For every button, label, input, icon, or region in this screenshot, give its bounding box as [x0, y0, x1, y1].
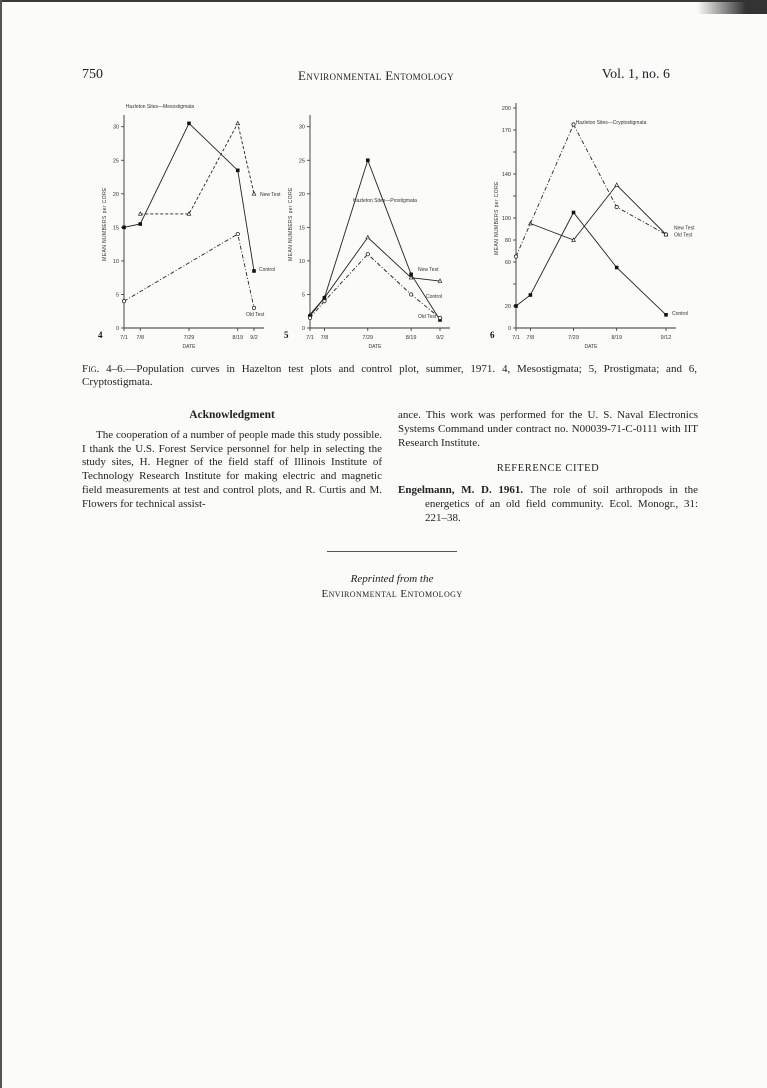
- y-tick-label: 30: [112, 124, 119, 131]
- figure-caption-text: 4–6.—Population curves in Hazelton test plots and control plot, summer, 1971. 4, Mesostigmata; 5, Prostigmata; and 6, Cryptostigmata.: [82, 363, 697, 389]
- reference-text: The role of soil arthropods in the energetics of an old field community. Ecol. Monogr., 31: 221–38.: [425, 484, 698, 524]
- reprint-line-2: Environmental Entomology: [321, 588, 463, 600]
- data-point: [366, 158, 370, 162]
- series-label: Control: [672, 310, 689, 317]
- scan-edge-top: [0, 0, 767, 2]
- acknowledgment-text: The cooperation of a number of people made this study possible. I thank the U.S. Forest Service personnel for help in selecting the study sites, H. Hegner of the field staff of Illinois Institute of Technology Research Institute for making electric and magnetic field measurements at test and control plots, and R. Curtis and M. Flowers for technical assist-: [82, 428, 382, 510]
- x-tick-label: 8/19: [611, 335, 623, 341]
- y-tick-label: 170: [501, 128, 511, 134]
- figure-label: Fig.: [82, 363, 100, 375]
- data-point: [252, 192, 256, 195]
- data-point: [366, 252, 369, 255]
- y-tick-label: 60: [504, 260, 511, 266]
- x-tick-label: 9/12: [660, 335, 672, 341]
- data-point: [409, 273, 413, 277]
- data-point: [615, 266, 619, 270]
- references-heading: REFERENCE CITED: [496, 463, 600, 475]
- y-axis-label: MEAN NUMBERS per CORE: [102, 187, 108, 261]
- y-tick-label: 20: [504, 304, 511, 310]
- reprint-line-1: Reprinted from the: [350, 573, 434, 585]
- data-point: [514, 255, 517, 258]
- x-tick-label: 7/8: [136, 335, 145, 341]
- figure-caption: [82, 363, 697, 390]
- data-point: [122, 299, 125, 302]
- y-tick-label: 15: [112, 225, 119, 232]
- chart-prostigmata: [283, 100, 488, 350]
- series-line-control: [516, 213, 666, 315]
- data-point: [366, 235, 370, 238]
- y-tick-label: 0: [507, 326, 511, 332]
- x-tick-label: 7/8: [526, 335, 535, 341]
- reprint-notice: [282, 572, 502, 602]
- data-point: [236, 169, 240, 173]
- data-point: [308, 316, 311, 319]
- series-line-old-test: [310, 254, 443, 318]
- chart-cryptostigmata: [490, 100, 696, 350]
- data-point: [187, 122, 191, 126]
- reference-author: Engelmann, M. D. 1961.: [398, 484, 524, 497]
- data-point: [138, 222, 142, 226]
- data-point: [138, 212, 142, 215]
- data-point: [514, 304, 518, 308]
- y-tick-label: 5: [115, 292, 119, 299]
- x-tick-label: 7/29: [568, 335, 579, 341]
- series-label: New Test: [418, 267, 439, 274]
- left-column: [82, 409, 382, 512]
- series-label: Old Test: [418, 313, 437, 320]
- y-tick-label: 10: [298, 258, 305, 265]
- series-label: Old Test: [246, 311, 265, 318]
- panel-number: 5: [284, 330, 289, 340]
- chart-title: Hazleton Sites—Mesostigmata: [125, 104, 195, 110]
- data-point: [252, 306, 255, 309]
- series-label: Control: [259, 266, 276, 273]
- y-tick-label: 30: [298, 124, 305, 131]
- series-label: New Test: [260, 191, 281, 198]
- journal-name: Environmental Entomology: [298, 68, 454, 83]
- series-line-old-test: [124, 234, 254, 308]
- data-point: [236, 232, 239, 235]
- x-tick-label: 7/8: [320, 335, 329, 341]
- y-tick-label: 80: [504, 238, 511, 244]
- y-tick-label: 10: [112, 258, 119, 265]
- data-point: [572, 123, 575, 126]
- x-tick-label: 8/19: [232, 335, 244, 341]
- y-tick-label: 15: [298, 225, 305, 232]
- acknowledgment-text-continued: ance. This work was performed for the U. S. Naval Electronics Systems Command under contract no. N00039-71-C-0111 with IIT Research Institute.: [398, 409, 698, 449]
- x-tick-label: 9/2: [250, 335, 258, 341]
- reference-item: [398, 484, 698, 525]
- x-tick-label: 7/1: [306, 335, 314, 341]
- y-tick-label: 0: [115, 326, 119, 332]
- data-point: [572, 211, 576, 215]
- series-label: New Test: [674, 225, 695, 232]
- data-point: [615, 183, 619, 186]
- right-column: [398, 409, 698, 526]
- y-axis-label: MEAN NUMBERS per CORE: [288, 187, 294, 261]
- x-tick-label: 7/1: [512, 335, 520, 341]
- x-tick-label: 7/1: [120, 335, 128, 341]
- series-line-new-test: [310, 237, 443, 314]
- y-tick-label: 5: [301, 292, 305, 299]
- x-axis-label: DATE: [182, 344, 196, 350]
- panel-number: 4: [98, 330, 103, 340]
- x-axis-label: DATE: [584, 344, 598, 350]
- x-axis-label: DATE: [368, 344, 382, 350]
- scan-edge-mark: [697, 0, 767, 14]
- chart-title: Hazleton Sites—Prostigmata: [353, 198, 417, 204]
- y-tick-label: 100: [501, 216, 511, 222]
- x-tick-label: 7/29: [183, 335, 195, 341]
- y-tick-label: 25: [112, 158, 119, 165]
- panel-number: 6: [490, 330, 495, 340]
- scan-edge-left: [0, 0, 2, 1088]
- data-point: [664, 233, 667, 236]
- series-label: Old Test: [674, 232, 693, 239]
- series-label: Control: [426, 293, 443, 300]
- data-point: [122, 226, 126, 230]
- volume-info: Vol. 1, no. 6: [601, 67, 670, 82]
- separator-rule: [327, 551, 457, 552]
- x-tick-label: 8/19: [405, 335, 417, 341]
- page-number: 750: [82, 67, 103, 82]
- y-tick-label: 200: [501, 106, 511, 112]
- data-point: [236, 121, 240, 124]
- series-line-old-test: [516, 125, 666, 257]
- chart-mesostigmata: [90, 100, 281, 350]
- series-line-control: [124, 123, 254, 271]
- y-tick-label: 0: [301, 326, 305, 332]
- data-point: [252, 269, 256, 273]
- data-point: [664, 313, 668, 317]
- y-tick-label: 20: [298, 191, 305, 198]
- y-tick-label: 25: [298, 158, 305, 165]
- y-tick-label: 140: [501, 172, 511, 178]
- data-point: [529, 293, 533, 297]
- y-tick-label: 20: [112, 191, 119, 198]
- data-point: [409, 293, 412, 296]
- page-header: [82, 67, 670, 85]
- data-point: [438, 316, 441, 319]
- series-line-new-test: [530, 185, 666, 240]
- x-tick-label: 7/29: [362, 335, 374, 341]
- acknowledgment-heading: Acknowledgment: [189, 409, 275, 421]
- data-point: [323, 299, 326, 302]
- x-tick-label: 9/2: [436, 335, 444, 341]
- y-axis-label: MEAN NUMBERS per CORE: [494, 181, 500, 255]
- data-point: [438, 279, 442, 282]
- data-point: [615, 205, 618, 208]
- chart-title: Hazleton Sites—Cryptostigmata: [575, 120, 647, 126]
